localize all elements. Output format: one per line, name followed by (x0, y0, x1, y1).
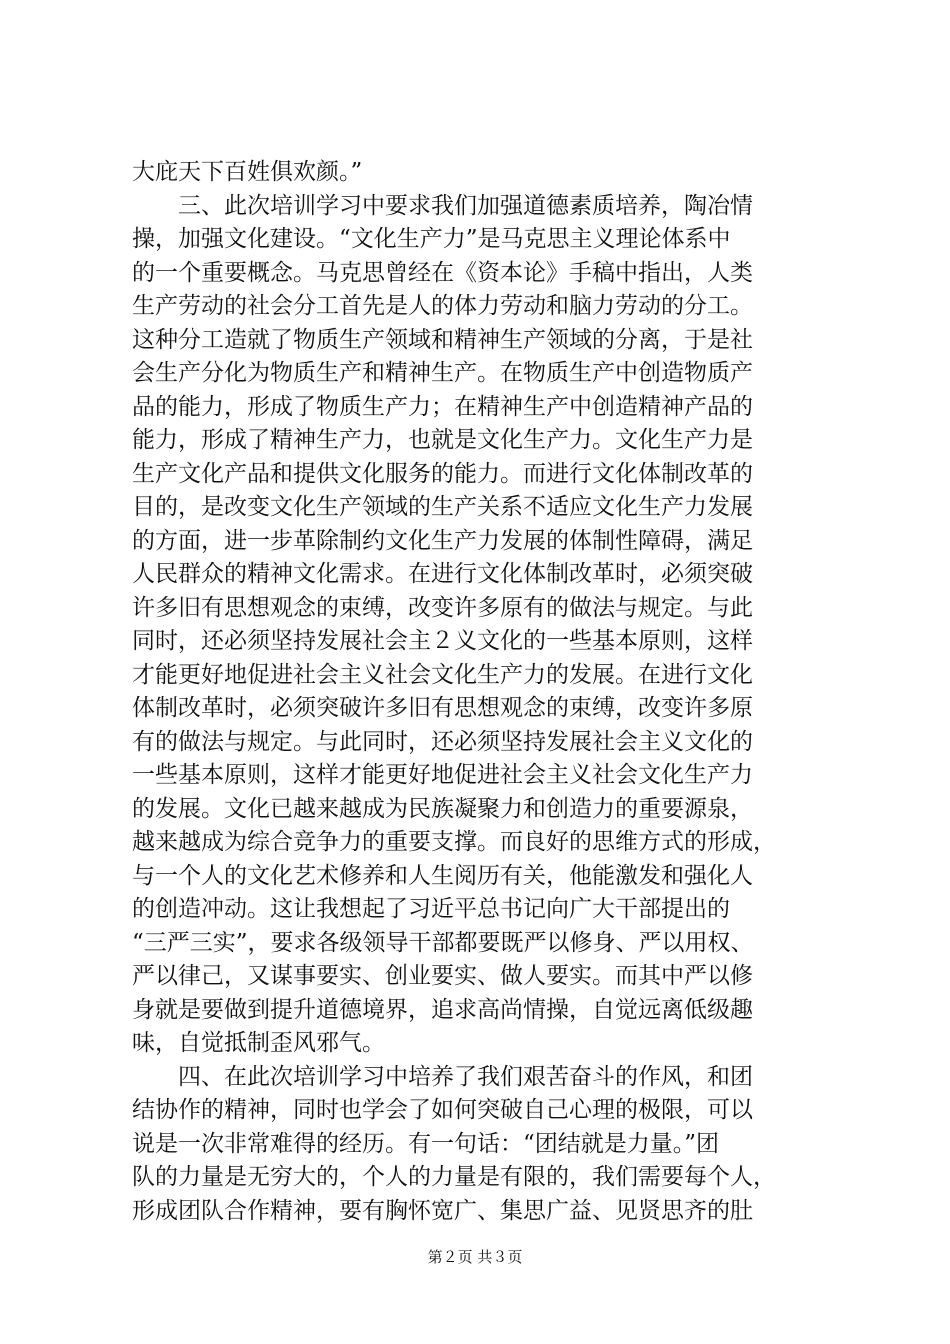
text-line: 才能更好地促进社会主义社会文化生产力的发展。在进行文化 (132, 661, 753, 688)
text-line: 许多旧有思想观念的束缚，改变许多原有的做法与规定。与此 (132, 594, 753, 621)
text-line: 生产文化产品和提供文化服务的能力。而进行文化体制改革的 (132, 460, 753, 487)
text-line: 这种分工造就了物质生产领域和精神生产领域的分离，于是社 (132, 326, 753, 353)
text-line: 的发展。文化已越来越成为民族凝聚力和创造力的重要源泉， (132, 795, 753, 822)
text-line: 生产劳动的社会分工首先是人的体力劳动和脑力劳动的分工。 (132, 293, 753, 319)
text-line: 一些基本原则，这样才能更好地促进社会主义社会文化生产力 (132, 762, 753, 788)
text-line: 的创造冲动。这让我想起了习近平总书记向广大干部提出的 (132, 896, 730, 922)
text-line: 同时，还必须坚持发展社会主２义文化的一些基本原则，这样 (132, 628, 753, 654)
text-line: 队的力量是无穷大的，个人的力量是有限的，我们需要每个人， (132, 1164, 776, 1190)
text-line: 会生产分化为物质生产和精神生产。在物质生产中创造物质产 (132, 360, 753, 386)
text-line: 大庇天下百姓俱欢颜。” (132, 159, 363, 185)
page-number: 第２页 共３页 (427, 1248, 523, 1266)
text-line: “三严三实”，要求各级领导干部都要既严以修身、严以用权、 (132, 929, 754, 956)
text-line: 的一个重要概念。马克思曾经在《资本论》手稿中指出，人类 (132, 259, 753, 286)
text-line: 的方面，进一步革除制约文化生产力发展的体制性障碍，满足 (132, 527, 753, 554)
text-line: 人民群众的精神文化需求。在进行文化体制改革时，必须突破 (132, 561, 753, 587)
text-line: 三、此次培训学习中要求我们加强道德素质培养，陶冶情 (132, 192, 753, 219)
document-body (132, 156, 822, 1228)
text-line: 与一个人的文化艺术修养和人生阅历有关，他能激发和强化人 (132, 862, 753, 889)
text-line: 形成团队合作精神，要有胸怀宽广、集思广益、见贤思齐的肚 (132, 1197, 753, 1224)
text-line: 有的做法与规定。与此同时，还必须坚持发展社会主义文化的 (132, 728, 753, 755)
page-footer (0, 1247, 950, 1267)
text-line: 身就是要做到提升道德境界，追求高尚情操，自觉远离低级趣 (132, 996, 753, 1023)
text-line: 目的，是改变文化生产领域的生产关系不适应文化生产力发展 (132, 494, 753, 520)
text-line: 越来越成为综合竞争力的重要支撑。而良好的思维方式的形成， (132, 829, 776, 855)
text-line: 体制改革时，必须突破许多旧有思想观念的束缚，改变许多原 (132, 695, 753, 721)
text-line: 味，自觉抵制歪风邪气。 (132, 1030, 385, 1056)
text-line: 严以律己，又谋事要实、创业要实、做人要实。而其中严以修 (132, 963, 753, 989)
text-line: 四、在此次培训学习中培养了我们艰苦奋斗的作风，和团 (132, 1063, 753, 1090)
text-line: 说是一次非常难得的经历。有一句话：“团结就是力量。”团 (132, 1130, 720, 1157)
text-line: 结协作的精神，同时也学会了如何突破自己心理的极限，可以 (132, 1097, 753, 1123)
text-line: 品的能力，形成了物质生产力；在精神生产中创造精神产品的 (132, 393, 753, 420)
text-line: 能力，形成了精神生产力，也就是文化生产力。文化生产力是 (132, 427, 753, 453)
text-line: 操，加强文化建设。“文化生产力”是马克思主义理论体系中 (132, 226, 731, 252)
